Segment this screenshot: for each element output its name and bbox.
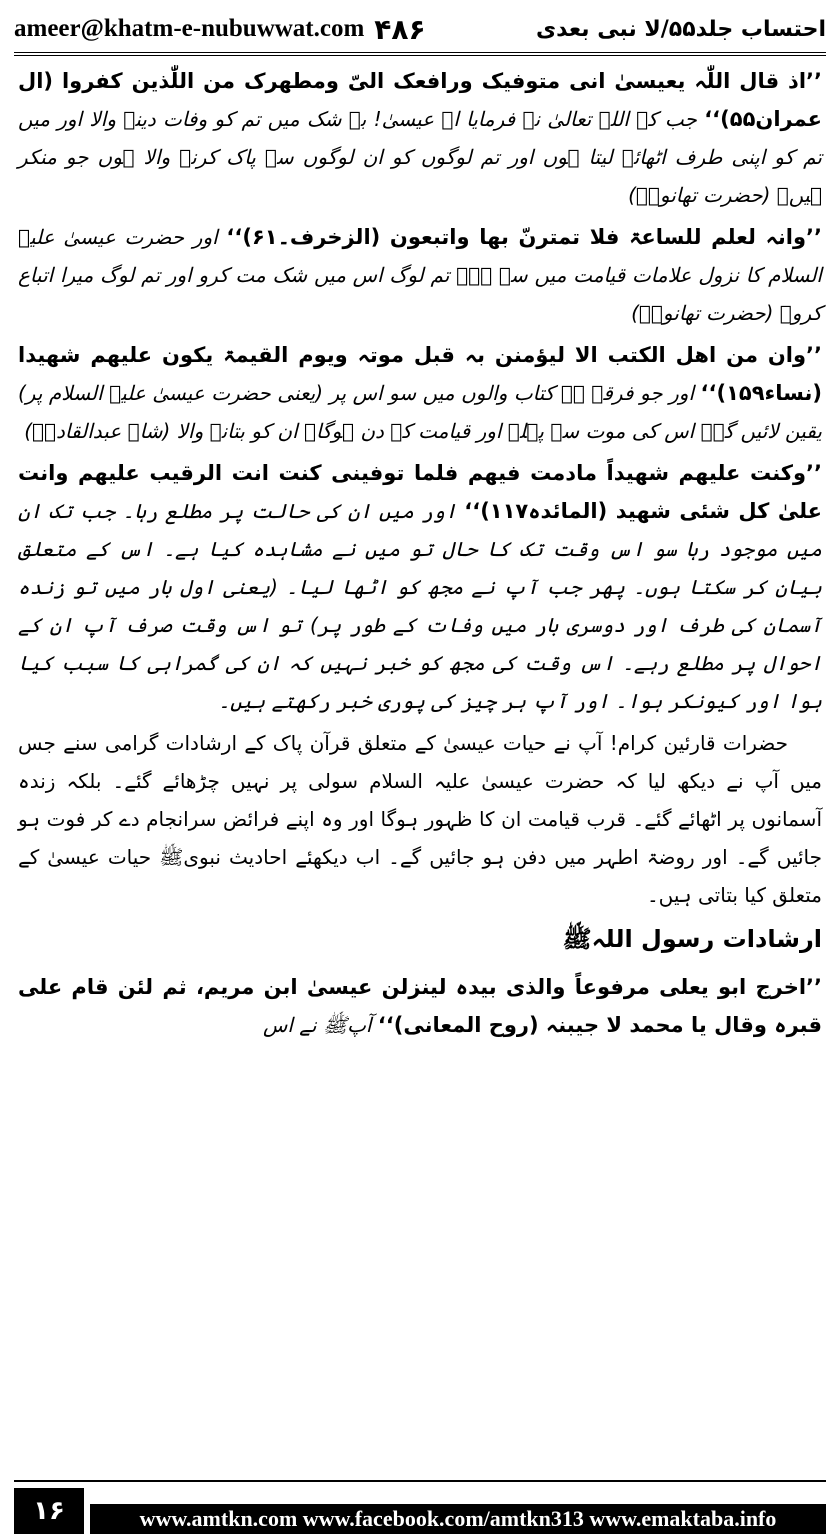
page-header xyxy=(14,6,826,56)
header-page-number: ۴۸۶ xyxy=(374,12,426,46)
paragraph-1 xyxy=(18,62,822,214)
header-email: ameer@khatm-e-nubuwwat.com xyxy=(14,15,365,42)
paragraph-6 xyxy=(18,968,822,1044)
page-content xyxy=(18,62,822,1467)
hadith-text: ’’اخرج ابو یعلی مرفوعاً والذی بیدہ لینزلن عیسیٰ ابن مریم، ثم لئن قام علی قبرہ وقال یا محمد لا جیبنہ (روح المعانی)‘‘ xyxy=(18,975,822,1037)
translation-4: اور میں ان کی حالت پر مطلع رہا۔ جب تک ان میں موجود رہا سو اس وقت تک کا حال تو میں نے مشاہدہ کیا ہے۔ اس کے متعلق بیان کر سکتا ہوں۔ پھر جب آپ نے مجھ کو اٹھا لیا۔ (یعنی اول بار میں تو زندہ آسمان کی طرف اور دوسری بار میں وفات کے طور پر) تو اس وقت صرف آپ ان کے احوال پر مطلع رہے۔ اس وقت کی مجھ کو خبر نہیں کہ ان کی گمراہی کا سبب کیا ہوا اور کیونکر ہوا۔ اور آپ ہر چیز کی پوری خبر رکھتے ہیں۔ xyxy=(18,499,822,713)
quran-verse-4: ’’وکنت علیھم شھیداً مادمت فیھم فلما توفینی کنت انت الرقیب علیھم وانت علیٰ کل شئی شھید (المائدہ۱۱۷)‘‘ xyxy=(18,461,822,523)
section-heading: ارشادات رسول اللہﷺ xyxy=(562,925,822,953)
translation-2: اور حضرت عیسیٰ علیہ السلام کا نزول علامات قیامت میں سے ہے۔ تم لوگ اس میں شک مت کرو اور تم لوگ میرا اتباع کرو۔ (حضرت تھانویؒ) xyxy=(18,225,822,325)
paragraph-4 xyxy=(18,454,822,720)
footer-links: www.amtkn.com www.facebook.com/amtkn313 www.emaktaba.info xyxy=(90,1504,826,1534)
paragraph-5: حضرات قارئین کرام! آپ نے حیات عیسیٰ کے متعلق قرآن پاک کے ارشادات گرامی سنے جس میں آپ نے دیکھ لیا کہ حضرت عیسیٰ علیہ السلام سولی پر نہیں چڑھائے گئے۔ بلکہ زندہ آسمانوں پر اٹھائے گئے۔ قرب قیامت ان کا ظہور ہوگا اور وہ اپنے فرائض سرانجام دے کر فوت ہو جائیں گے۔ اور روضۃ اطہر میں دفن ہو جائیں گے۔ اب دیکھئے احادیث نبویﷺ حیات عیسیٰ کے متعلق کیا بتاتی ہیں۔ xyxy=(18,731,822,907)
page-footer xyxy=(14,1480,826,1534)
translation-6: آپﷺ نے اس xyxy=(262,1013,372,1037)
translation-1: جب کہ اللہ تعالیٰ نے فرمایا اے عیسیٰ! بے شک میں تم کو وفات دینے والا اور میں تم کو اپنی طرف اٹھائے لیتا ہوں اور تم لوگوں کو ان لوگوں سے پاک کرنے والا ہوں جو منکر ہیں۔ (حضرت تھانویؒ) xyxy=(18,107,822,207)
quran-verse-2: ’’وانہ لعلم للساعۃ فلا تمترنّ بھا واتبعون (الزخرف۔۶۱)‘‘ xyxy=(226,225,822,249)
quran-verse-1: ’’اذ قال اللّٰہ یعیسیٰ انی متوفیک ورافعک الیّ ومطھرک من اللّٰذین کفروا (ال عمران۵۵)‘‘ xyxy=(18,69,823,131)
paragraph-3 xyxy=(18,336,822,450)
paragraph-2 xyxy=(18,218,822,332)
translation-3: اور جو فرقہ ہے کتاب والوں میں سو اس پر (یعنی حضرت عیسیٰ علیہ السلام پر) یقین لائیں گے۔ اس کی موت سے پہلے اور قیامت کے دن ہوگا۔ ان کو بتانے والا (شاہ عبدالقادرؒ) xyxy=(18,381,822,443)
quran-verse-3: ’’وان من اھل الکتب الا لیؤمنن بہ قبل موتہ ویوم القیمۃ یکون علیھم شھیدا (نساء۱۵۹)‘‘ xyxy=(18,343,822,405)
running-title: احتساب جلد۵۵/لا نبی بعدی xyxy=(536,16,826,42)
footer-page-number: ۱۶ xyxy=(14,1488,84,1534)
header-left xyxy=(14,13,426,46)
